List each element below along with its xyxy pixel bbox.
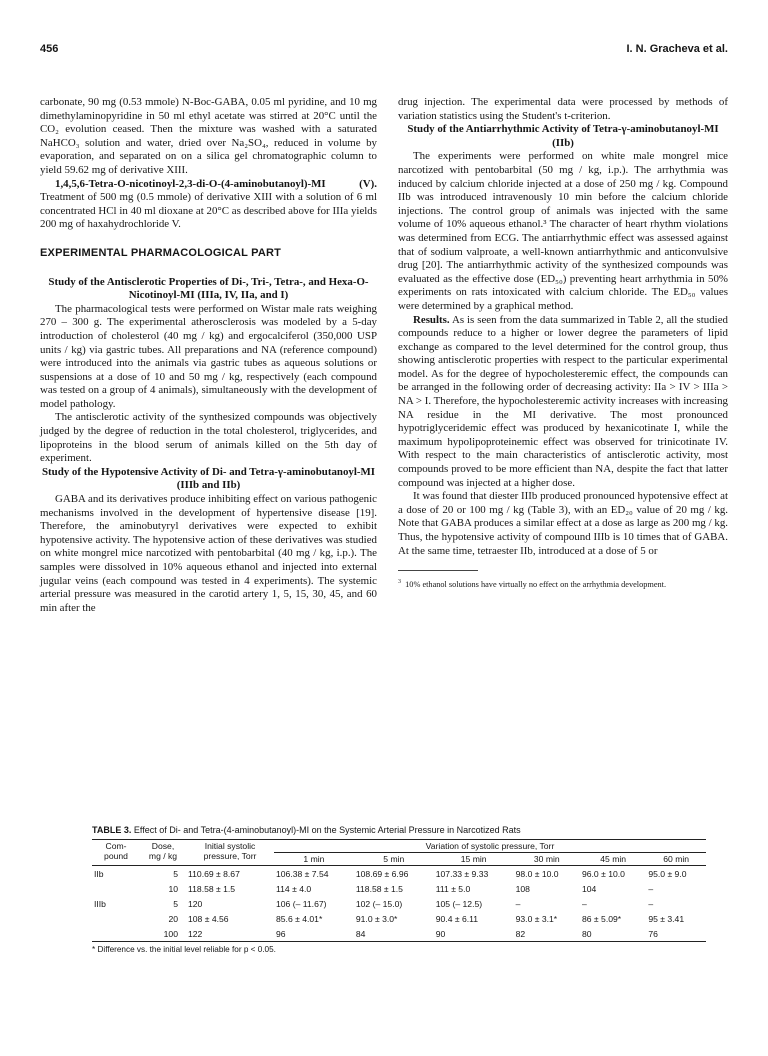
right-column	[398, 96, 728, 590]
subsection-heading: Study of the Antisclerotic Properties of Di-, Tri-, Tetra-, and Hexa-O-Nicotinoyl-MI (IIIa, IV, IIa, and I)	[48, 275, 369, 302]
cell-value: 82	[514, 926, 580, 942]
col-header-initial: Initial systolic pressure, Torr	[186, 840, 274, 866]
cell-value: –	[581, 898, 587, 909]
page-number: 456	[40, 43, 59, 55]
cell-initial: 122	[186, 926, 274, 942]
cell-value: –	[648, 883, 654, 894]
cell-value: 105 (– 12.5)	[435, 898, 483, 909]
subsection-heading: Study of the Hypotensive Activity of Di- and Tetra-γ-aminobutanoyl-MI (IIIb and IIb)	[41, 465, 376, 492]
paragraph-text: Treatment of 500 mg (0.5 mmole) of derivative XIII with a solution of 6 ml concentrated HCl in 40 ml dioxane at 20°C as described above for IIIa yields 200 mg of haxahydrochloride V.	[40, 191, 377, 231]
col-header-time: 15 min	[434, 853, 514, 866]
col-header-time: 5 min	[354, 853, 434, 866]
col-header-compound: Com- pound	[92, 840, 140, 866]
cell-initial: 110.69 ± 8.67	[188, 868, 240, 879]
cell-value: 118.58 ± 1.5	[355, 883, 403, 894]
table-body	[92, 866, 706, 942]
cell-value: 108.69 ± 6.96	[355, 868, 409, 879]
cell-value: 96	[274, 926, 354, 942]
cell-dose: 5	[173, 868, 178, 879]
paragraph	[40, 178, 377, 232]
cell-dose: 20	[168, 913, 178, 924]
cell-compound	[92, 881, 140, 896]
page-header	[40, 43, 728, 59]
cell-value: 96.0 ± 10.0	[581, 868, 625, 879]
cell-value: 111 ± 5.0	[435, 883, 471, 894]
cell-value: 90	[434, 926, 514, 942]
cell-dose: 10	[168, 883, 178, 894]
cell-value: 98.0 ± 10.0	[515, 868, 559, 879]
footnote-divider	[398, 570, 478, 571]
cell-value: 106.38 ± 7.54	[276, 868, 329, 879]
running-title: I. N. Gracheva et al.	[626, 43, 728, 55]
cell-compound: IIb	[94, 868, 104, 879]
cell-initial: 108 ± 4.56	[188, 913, 229, 924]
table-label: TABLE 3.	[92, 825, 132, 835]
cell-value: 84	[354, 926, 434, 942]
cell-value: 95.0 ± 9.0	[648, 868, 687, 879]
table-row	[92, 911, 706, 926]
table-row	[92, 896, 706, 911]
paragraph: GABA and its derivatives produce inhibiting effect on various pathogenic mechanisms involved in the development of hypertensive disease [19]. Therefore, the aminobutyryl derivatives were expected to exhibit hypotensive activity. The hypotensive action of these derivatives was studied on white mongrel mice narcotized with pentobarbital (40 mg / kg, i.p.). The samples were dissolved in 10% aqueous ethanol and injected into external jugular veins (each compound was tested in 4 experiments). The systemic arterial pressure was measured in the carotid artery 1, 5, 15, 30, 45, and 60 min after the	[40, 493, 377, 614]
cell-value: 91.0 ± 3.0*	[355, 913, 398, 924]
cell-value: 85.6 ± 4.01*	[276, 913, 323, 924]
cell-value: 106 (– 11.67)	[276, 898, 327, 909]
col-header-time: 1 min	[274, 853, 354, 866]
cell-value: 93.0 ± 3.1*	[515, 913, 558, 924]
footnote	[398, 577, 728, 590]
table-caption	[92, 825, 706, 835]
table-note: * Difference vs. the initial level reliable for p < 0.05.	[92, 945, 276, 954]
paragraph-text: As is seen from the data summarized in Table 2, all the studied compounds reduce to a higher or lower degree the parameters of lipid exchange as compared to the level determined for the control group, thus showing antisclerotic properties with respect to the particular experimental model. As for the degree of hypocholesteremic effect, the compounds can be arranged in the following order of decreasing activity: IIa > IV > IIIa > NA > I. Therefore, the hypocholesteremic activity increases with increasing NA residue in the MI derivative. The most pronounced hypotriglyceridemic effect was produced by hexanicotinate I, while the maximum hypolipoproteinemic effect was observed for trinicotinate IV. With respect to the main characteristics of antisclerotic activity, most compounds proved to be more efficient than NA, despite the fact that latter compound was injected at a higher dose.	[398, 313, 728, 489]
cell-value: 86 ± 5.09*	[581, 913, 622, 924]
footnote-mark: 3	[398, 579, 401, 586]
left-column	[40, 96, 377, 615]
cell-compound	[92, 911, 140, 926]
paragraph: The experiments were performed on white male mongrel mice narcotized with pentobarbital (50 mg / kg, i.p.). The arrhythmia was induced by calcium chloride injected at a dose of 250 mg / kg. Compound IIb was introduced intravenously 10 min before the calcium chloride injections. The control group of animals was injected with the same volume of 10% aqueous ethanol.³ The character of heart rhythm violations was determined from ECG. The antiarrhythmic effect was assessed against that of sodium valproate, a well-known antiarrhythmic and anticonvulsive drug [20]. The antiarrhythmic activity of the synthesized compounds was evaluated as the effective dose (ED₅₀) preventing heart arrhythmia in 50% experiments on rats intoxicated with calcium chloride. The ED₅₀ values were determined by a graphical method.	[398, 150, 728, 312]
paragraph: The pharmacological tests were performed on Wistar male rats weighing 270 – 300 g. The experimental atherosclerosis was modeled by a 5-day introduction of cholesterol (40 mg / kg) and ergocalciferol (350,000 USP units / kg) via gastric tubes. All preparations and NA (reference compound) were introduced into the animals via gastric tubes as aqueous solutions or suspensions at a dose of 10 and 50 mg / kg, respectively (each compound was tested on a group of 4 animals), simultaneously with the development of model pathology.	[40, 302, 377, 410]
cell-value: 80	[580, 926, 646, 942]
subsection-heading: Study of the Antiarrhythmic Activity of Tetra-γ-aminobutanoyl-MI (IIb)	[407, 123, 719, 149]
table-3	[92, 825, 706, 954]
compound-title: 1,4,5,6-Tetra-O-nicotinoyl-2,3-di-O-(4-aminobutanoyl)-MI (V).	[55, 177, 377, 190]
paragraph: carbonate, 90 mg (0.53 mmole) N-Boc-GABA, 0.05 ml pyridine, and 10 mg dimethylaminopyridine in 50 ml ethyl acetate was stirred at 20°C until the CO₂ evolution ceased. Then the mixture was washed with a saturated NaHCO₃ solution and water, dried over Na₂SO₄, reduced in volume by evaporation, and separated on on a silica gel chromatographic column to yield 59.62 mg of derivative XIII.	[40, 96, 377, 176]
col-header-time: 60 min	[646, 853, 706, 866]
cell-value: 102 (– 15.0)	[355, 898, 403, 909]
cell-value: 107.33 ± 9.33	[435, 868, 489, 879]
footnote-text: 10% ethanol solutions have virtually no effect on the arrhythmia development.	[405, 579, 667, 589]
cell-initial: 120	[188, 898, 203, 909]
col-header-dose: Dose, mg / kg	[140, 840, 186, 866]
paragraph	[398, 314, 728, 491]
table-row	[92, 866, 706, 882]
cell-initial: 118.58 ± 1.5	[188, 883, 236, 894]
cell-value: 108	[515, 883, 530, 894]
paragraph: The antisclerotic activity of the synthesized compounds was objectively judged by the degree of reduction in the total cholesterol, triglycerides, and lipoproteins in the blood serum of animals killed on the 5th day of experiment.	[40, 411, 377, 465]
cell-dose: 100	[140, 926, 186, 942]
col-header-time: 30 min	[514, 853, 580, 866]
cell-compound	[92, 926, 140, 942]
cell-value: –	[515, 898, 521, 909]
cell-dose: 5	[173, 898, 178, 909]
col-header-time: 45 min	[580, 853, 646, 866]
cell-value: 90.4 ± 6.11	[435, 913, 479, 924]
data-table	[92, 839, 706, 942]
cell-value: –	[648, 898, 654, 909]
table-title: Effect of Di- and Tetra-(4-aminobutanoyl)-MI on the Systemic Arterial Pressure in Narcotized Rats	[133, 825, 521, 835]
paragraph: It was found that diester IIIb produced pronounced hypotensive effect at a dose of 20 or 100 mg / kg (Table 3), with an ED₂₀ value of 20 mg / kg. Note that GABA produces a similar effect at a dose as large as 200 mg / kg. Thus, the hypotensive activity of compound IIIb is 10 times that of GABA. At the same time, tetraester IIb, introduced at a dose of 5 or	[398, 490, 728, 557]
cell-compound: IIIb	[94, 898, 106, 909]
paragraph: drug injection. The experimental data were processed by methods of variation statistics using the Student's t-criterion.	[398, 96, 728, 122]
cell-value: 114 ± 4.0	[276, 883, 312, 894]
table-row	[92, 881, 706, 896]
results-lead: Results.	[413, 313, 450, 326]
col-header-variation: Variation of systolic pressure, Torr	[274, 840, 706, 853]
section-heading: EXPERIMENTAL PHARMACOLOGICAL PART	[40, 246, 282, 259]
cell-value: 76	[646, 926, 706, 942]
cell-value: 95 ± 3.41	[648, 913, 685, 924]
cell-value: 104	[581, 883, 597, 894]
table-row	[92, 926, 706, 942]
